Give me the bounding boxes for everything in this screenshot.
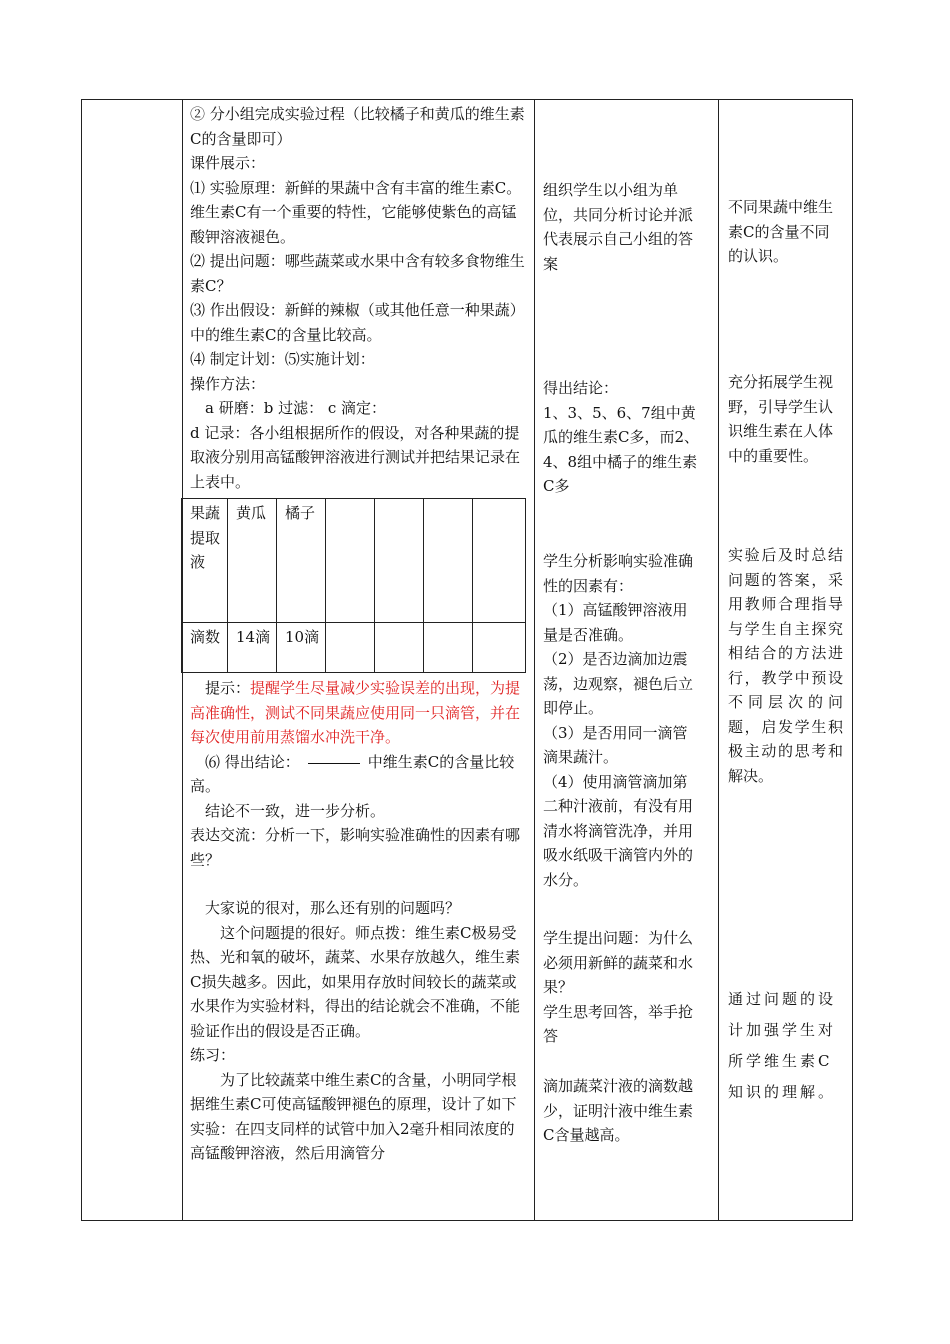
raise-question: ⑵ 提出问题：哪些蔬菜或水果中含有较多食物维生素C？ <box>190 252 525 295</box>
student-question: 学生提出问题：为什么必须用新鲜的蔬菜和水果？ <box>543 929 694 996</box>
table-row <box>182 499 526 623</box>
factor-item: （4）使用滴管滴加第二种汁液前，有没有用清水将滴管洗净，并用吸水纸吸干滴管内外的水分。 <box>543 772 694 889</box>
conclusion-label: ⑹ 得出结论： <box>205 752 300 771</box>
column-divider <box>718 100 719 1220</box>
student-question-block <box>543 926 701 1049</box>
table-cell: 果蔬提取液 <box>182 499 228 623</box>
table-cell: 10滴 <box>277 623 326 673</box>
table-cell <box>473 623 526 673</box>
table-cell <box>473 499 526 623</box>
factors-intro: 学生分析影响实验准确性的因素有： <box>543 552 694 595</box>
table-row <box>182 623 526 673</box>
table-cell: 滴数 <box>182 623 228 673</box>
lesson-table <box>81 99 853 1221</box>
conclusion-line <box>190 750 528 799</box>
spacer <box>190 872 528 896</box>
factor-item: （3）是否用同一滴管滴果蔬汁。 <box>543 723 688 766</box>
exercise-label: 练习： <box>190 1046 236 1064</box>
step-group-experiment: ② 分小组完成实验过程（比较橘子和黄瓜的维生素C的含量即可） <box>190 105 525 148</box>
conclusion-text: 中维生素C的含量比较高。 <box>190 752 515 795</box>
table-cell <box>424 499 473 623</box>
column-divider <box>534 100 535 1220</box>
table-cell <box>375 499 424 623</box>
make-plan: ⑷ 制定计划：⑸实施计划： <box>190 350 375 368</box>
factor-item: （2）是否边滴加边震荡，边观察，褪色后立即停止。 <box>543 650 694 717</box>
table-cell: 黄瓜 <box>228 499 277 623</box>
operation-method: 操作方法： <box>190 374 266 393</box>
record-step: d 记录：各小组根据所作的假设，对各种果蔬的提取液分别用高锰酸钾溶液进行测试并把结果记录在上表中。 <box>190 423 521 491</box>
intent-recognition: 不同果蔬中维生素C的含量不同的认识。 <box>728 198 834 265</box>
intent-summary: 实验后及时总结问题的答案，采用教师合理指导与学生自主探究相结合的方法进行，教学中预设不同层次的问题，启发学生积极主动的思考和解决。 <box>728 546 843 785</box>
conclusion-label: 得出结论： <box>543 379 619 397</box>
conclusion-result: 1、3、5、6、7组中黄瓜的维生素C多，而2、4、8组中橘子的维生素C多 <box>543 403 700 495</box>
table-cell <box>326 499 375 623</box>
conclusion-block <box>543 376 701 499</box>
teacher-question: 大家说的很对，那么还有别的问题吗？ <box>205 899 461 917</box>
drop-count-table <box>181 498 526 673</box>
hint-paragraph <box>190 676 528 750</box>
experiment-principle: ⑴ 实验原理：新鲜的果蔬中含有丰富的维生素C。维生素C有一个重要的特性，它能够使紫色的高锰酸钾溶液褪色。 <box>190 178 522 246</box>
student-answer: 学生思考回答，举手抢答 <box>543 1002 694 1045</box>
operation-steps: a 研磨：b 过滤： c 滴定： <box>205 399 387 417</box>
make-hypothesis: ⑶ 作出假设：新鲜的辣椒（或其他任意一种果蔬）中的维生素C的含量比较高。 <box>190 301 525 344</box>
conclusion-blank <box>308 762 360 764</box>
courseware-label: 课件展示： <box>190 154 266 172</box>
intent-question-design: 通过问题的设计加强学生对所学维生素C知识的理解。 <box>728 990 837 1101</box>
inconsistent-conclusion: 结论不一致，进一步分析。 <box>205 801 386 820</box>
intent-broaden: 充分拓展学生视野，引导学生认识维生素在人体中的重要性。 <box>728 373 834 465</box>
expression-exchange: 表达交流：分析一下，影响实验准确性的因素有哪些？ <box>190 826 521 869</box>
table-cell <box>424 623 473 673</box>
hint-text: 提醒学生尽量减少实验误差的出现，为提高准确性，测试不同果蔬应使用同一只滴管，并在每次使用前用蒸馏水冲洗干净。 <box>190 679 521 746</box>
table-cell <box>375 623 424 673</box>
table-cell: 橘子 <box>277 499 326 623</box>
table-cell <box>326 623 375 673</box>
hint-label: 提示： <box>205 679 251 697</box>
exercise-text: 为了比较蔬菜中维生素C的含量，小明同学根据维生素C可使高锰酸钾褪色的原理，设计了如下实验：在四支同样的试管中加入2毫升相同浓度的高锰酸钾溶液，然后用滴管分 <box>190 1070 517 1162</box>
group-discussion: 组织学生以小组为单位，共同分析讨论并派代表展示自己小组的答案 <box>543 181 694 273</box>
accuracy-factors-block <box>543 549 701 892</box>
factor-item: （1）高锰酸钾溶液用量是否准确。 <box>543 601 688 644</box>
teacher-explanation: 这个问题提的很好。师点拨：维生素C极易受热、光和氧的破坏，蔬菜、水果存放越久，维生素C损失越多。因此，如果用存放时间较长的蔬菜或水果作为实验材料，得出的结论就会不准确，不能验证作出的假设是否正确。 <box>190 923 521 1040</box>
table-cell: 14滴 <box>228 623 277 673</box>
drop-count-conclusion: 滴加蔬菜汁液的滴数越少，证明汁液中维生素C含量越高。 <box>543 1077 694 1144</box>
